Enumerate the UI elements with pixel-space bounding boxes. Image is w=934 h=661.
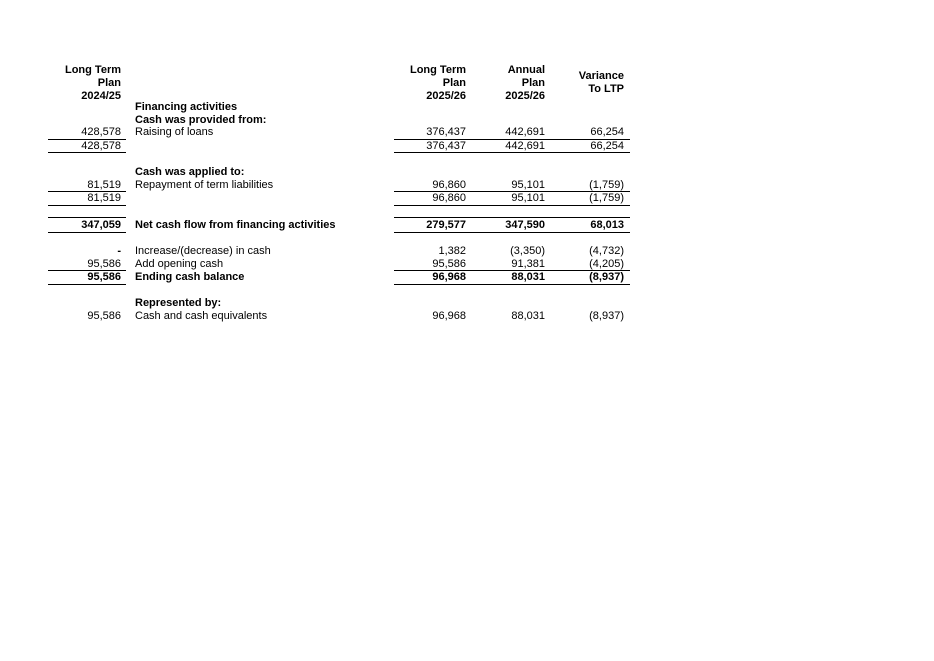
header-line: To LTP (588, 83, 624, 95)
header-line: 2025/26 (426, 90, 466, 102)
header-ltp (394, 64, 466, 103)
section-financing: Financing activities (135, 101, 238, 113)
cell-variance: (4,732) (589, 245, 624, 257)
header-line: Annual (507, 64, 545, 76)
header-line: 2025/26 (505, 90, 545, 102)
row-label-ending: Ending cash balance (135, 271, 245, 283)
rule (394, 205, 630, 206)
cell-prev: 428,578 (81, 126, 121, 138)
rule (48, 232, 126, 233)
cell-prev: 81,519 (87, 179, 121, 191)
cell-annual: 91,381 (511, 258, 545, 270)
cell-variance: (1,759) (589, 179, 624, 191)
cell-variance-total: (1,759) (589, 192, 624, 204)
row-label-repayment: Repayment of term liabilities (135, 179, 274, 191)
rule (48, 152, 126, 153)
cell-prev: 347,059 (81, 219, 121, 231)
cell-ltp: 96,968 (432, 310, 466, 322)
header-variance (553, 70, 624, 96)
cell-ltp: 95,586 (432, 258, 466, 270)
header-line: Plan (97, 77, 121, 89)
cell-prev-total: 81,519 (87, 192, 121, 204)
cell-ltp: 96,968 (432, 271, 466, 283)
cell-annual: 95,101 (511, 179, 545, 191)
rule (48, 205, 126, 206)
cell-annual: 442,691 (505, 126, 545, 138)
cell-ltp-total: 96,860 (432, 192, 466, 204)
row-label-raising-loans: Raising of loans (135, 126, 214, 138)
row-label-net-cash: Net cash flow from financing activities (135, 219, 336, 231)
rule (394, 232, 630, 233)
row-label-increase: Increase/(decrease) in cash (135, 245, 271, 257)
header-line: 2024/25 (81, 90, 121, 102)
cell-variance: 66,254 (590, 126, 624, 138)
header-line: Long Term (64, 64, 121, 76)
cell-prev: 95,586 (87, 271, 121, 283)
rule (48, 217, 126, 218)
cell-annual-total: 95,101 (511, 192, 545, 204)
cell-prev: 95,586 (87, 258, 121, 270)
rule (48, 284, 126, 285)
cell-annual-total: 442,691 (505, 140, 545, 152)
cell-annual: (3,350) (510, 245, 545, 257)
cell-variance: (8,937) (589, 271, 624, 283)
cell-ltp: 1,382 (438, 245, 466, 257)
header-line: Plan (442, 77, 466, 89)
header-annual-plan (474, 64, 545, 103)
section-represented-by: Represented by: (135, 297, 222, 309)
header-line: Variance (578, 70, 624, 82)
cell-prev-total: 428,578 (81, 140, 121, 152)
rule (394, 217, 630, 218)
row-label-cash-equivalents: Cash and cash equivalents (135, 310, 268, 322)
cell-ltp: 376,437 (426, 126, 466, 138)
cell-ltp: 279,577 (426, 219, 466, 231)
row-label-opening: Add opening cash (135, 258, 224, 270)
cell-annual: 347,590 (505, 219, 545, 231)
rule (394, 152, 630, 153)
cell-annual: 88,031 (511, 310, 545, 322)
cell-prev: 95,586 (87, 310, 121, 322)
cell-annual: 88,031 (511, 271, 545, 283)
cell-variance: (4,205) (589, 258, 624, 270)
cell-variance-total: 66,254 (590, 140, 624, 152)
section-provided-from: Cash was provided from: (135, 114, 267, 126)
header-line: Long Term (409, 64, 466, 76)
rule (394, 284, 630, 285)
section-applied-to: Cash was applied to: (135, 166, 245, 178)
cell-ltp: 96,860 (432, 179, 466, 191)
cell-prev: - (117, 245, 121, 257)
header-prev-ltp (48, 64, 121, 103)
cell-variance: 68,013 (590, 219, 624, 231)
cell-variance: (8,937) (589, 310, 624, 322)
header-line: Plan (521, 77, 545, 89)
cell-ltp-total: 376,437 (426, 140, 466, 152)
